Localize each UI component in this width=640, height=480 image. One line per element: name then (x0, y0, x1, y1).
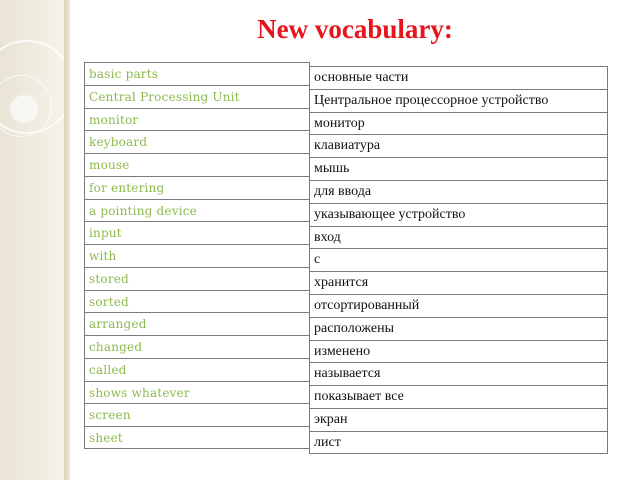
english-term: screen (85, 404, 309, 427)
russian-translation: основные части (310, 67, 607, 90)
decorative-edge (64, 0, 70, 480)
russian-translation: отсортированный (310, 295, 607, 318)
english-term: for entering (85, 177, 309, 200)
russian-translation: указывающее устройство (310, 204, 607, 227)
english-terms-column (84, 62, 310, 449)
russian-translation: хранится (310, 272, 607, 295)
english-term: changed (85, 336, 309, 359)
english-term: a pointing device (85, 200, 309, 223)
english-term: stored (85, 268, 309, 291)
english-term: with (85, 245, 309, 268)
english-term: called (85, 359, 309, 382)
russian-translation: с (310, 249, 607, 272)
russian-translation: монитор (310, 113, 607, 136)
russian-translation: называется (310, 363, 607, 386)
russian-translation: клавиатура (310, 135, 607, 158)
english-term: shows whatever (85, 382, 309, 405)
russian-translations-column (309, 66, 608, 454)
english-term: input (85, 222, 309, 245)
russian-translation: изменено (310, 341, 607, 364)
english-term: keyboard (85, 131, 309, 154)
english-term: Central Processing Unit (85, 86, 309, 109)
decorative-circle (10, 95, 38, 123)
russian-translation: экран (310, 409, 607, 432)
english-term: mouse (85, 154, 309, 177)
russian-translation: лист (314, 434, 341, 450)
page-title: New vocabulary: (257, 14, 453, 44)
english-term: sorted (85, 291, 309, 314)
english-term: basic parts (85, 63, 309, 86)
english-term: sheet (89, 431, 123, 445)
decorative-side-panel (0, 0, 70, 480)
russian-translation: для ввода (310, 181, 607, 204)
russian-translation: мышь (310, 158, 607, 181)
russian-translation: расположены (310, 318, 607, 341)
russian-translation: Центральное процессорное устройство (310, 90, 607, 113)
russian-translation: вход (310, 227, 607, 250)
english-term: arranged (85, 313, 309, 336)
russian-translation: показывает все (310, 386, 607, 409)
english-term: monitor (85, 109, 309, 132)
